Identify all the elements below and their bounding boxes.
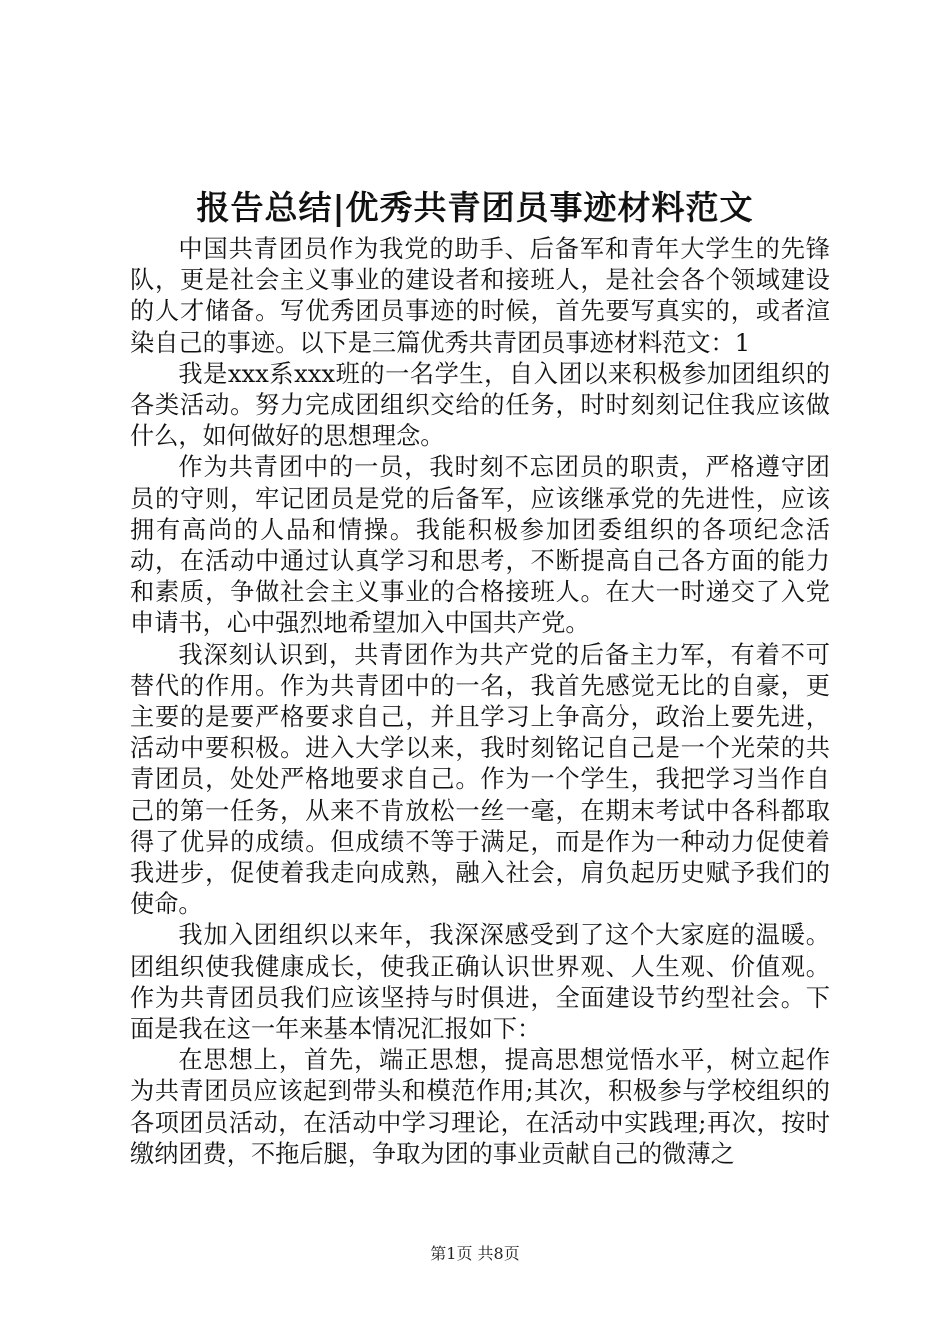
document-body xyxy=(130,234,830,1170)
paragraph-self-intro: 我是xxx系xxx班的一名学生，自入团以来积极参加团组织的各类活动。努力完成团组织交给的任务，时时刻刻记住我应该做什么，如何做好的思想理念。 xyxy=(130,359,830,451)
document-title: 报告总结|优秀共青团员事迹材料范文 xyxy=(196,188,754,227)
paragraph-awareness: 我深刻认识到，共青团作为共产党的后备主力军，有着不可替代的作用。作为共青团中的一名，我首先感觉无比的自豪，更主要的是要严格要求自己，并且学习上争高分，政治上要先进，活动中要积极。进入大学以来，我时刻铭记自己是一个光荣的共青团员，处处严格地要求自己。作为一个学生，我把学习当作自己的第一任务，从来不肯放松一丝一毫，在期末考试中各科都取得了优异的成绩。但成绩不等于满足，而是作为一种动力促使着我进步，促使着我走向成熟，融入社会，肩负起历史赋予我们的使命。 xyxy=(130,640,830,919)
paragraph-report: 我加入团组织以来年，我深深感受到了这个大家庭的温暖。团组织使我健康成长，使我正确认识世界观、人生观、价值观。作为共青团员我们应该坚持与时俱进，全面建设节约型社会。下面是我在这一年来基本情况汇报如下： xyxy=(130,921,830,1044)
page-number-footer: 第1页 共8页 xyxy=(430,1244,520,1263)
paragraph-thought: 在思想上，首先，端正思想，提高思想觉悟水平，树立起作为共青团员应该起到带头和模范作用;其次，积极参与学校组织的各项团员活动，在活动中学习理论，在活动中实践理;再次，按时缴纳团费，不拖后腿，争取为团的事业贡献自己的微薄之 xyxy=(130,1046,830,1168)
paragraph-intro: 中国共青团员作为我党的助手、后备军和青年大学生的先锋队，更是社会主义事业的建设者和接班人，是社会各个领域建设的人才储备。写优秀团员事迹的时候，首先要写真实的，或者渲染自己的事迹。以下是三篇优秀共青团员事迹材料范文：1 xyxy=(130,235,830,357)
paragraph-duty: 作为共青团中的一员，我时刻不忘团员的职责，严格遵守团员的守则，牢记团员是党的后备军，应该继承党的先进性，应该拥有高尚的人品和情操。我能积极参加团委组织的各项纪念活动，在活动中通过认真学习和思考，不断提高自己各方面的能力和素质，争做社会主义事业的合格接班人。在大一时递交了入党申请书，心中强烈地希望加入中国共产党。 xyxy=(130,453,830,638)
